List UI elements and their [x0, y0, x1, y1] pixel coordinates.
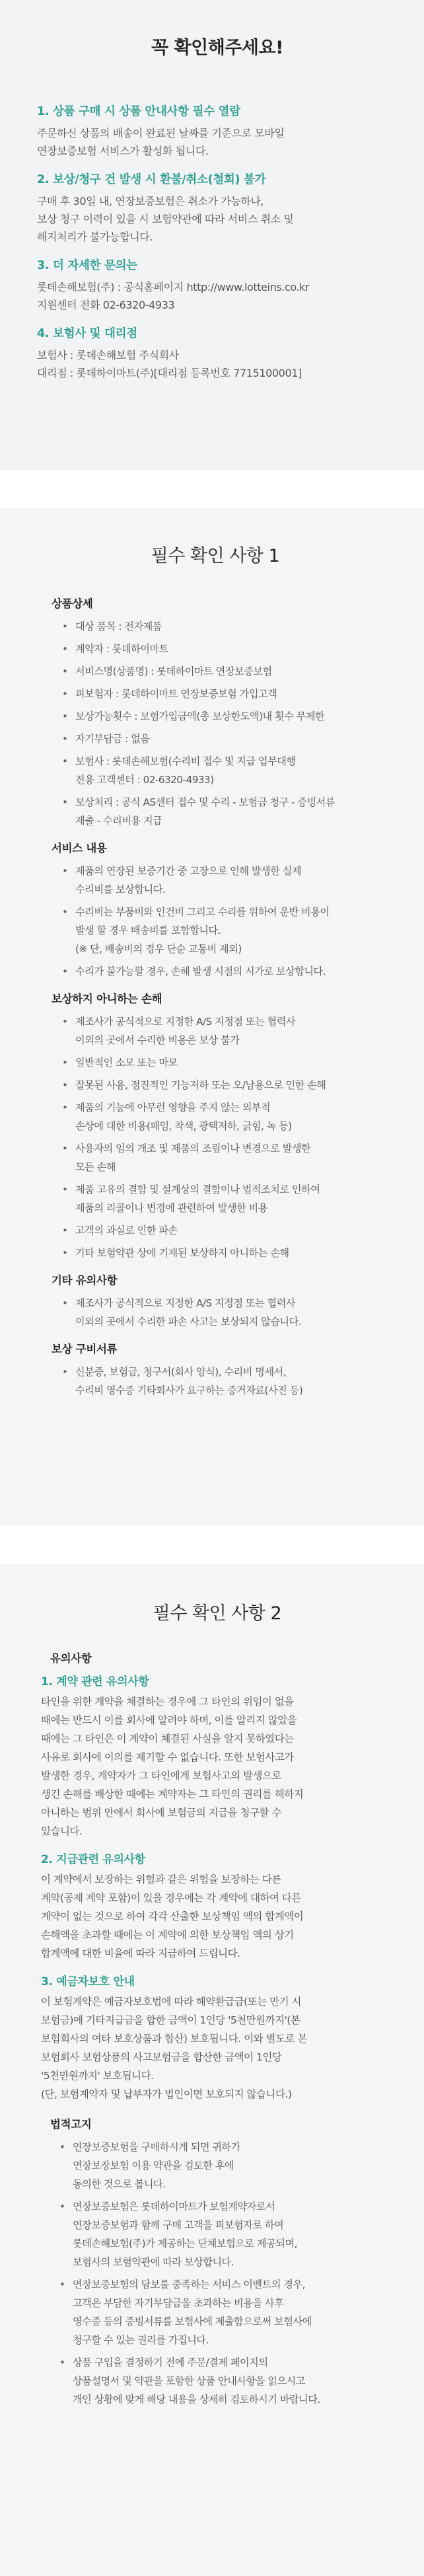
- text-line: 손해액을 초과할 때에는 이 계약에 의한 보상책임 액의 상기: [41, 1929, 294, 1941]
- notice-item-text: [41, 1692, 398, 1840]
- text-line: • 계약자 : 롯데하이마트: [75, 643, 168, 655]
- text-line: 모든 손해: [75, 1161, 116, 1173]
- text-line: • 자기부담금 : 없음: [75, 733, 150, 745]
- bullet-item: [61, 793, 394, 830]
- block-heading: 상품상세: [52, 597, 93, 610]
- text-line: 보험회사의 여타 보호상품과 합산) 보호됩니다. 이와 별도로 본: [41, 2033, 307, 2045]
- text-line: • 제품 고유의 결함 및 설계상의 결함이나 법적조치로 인하여: [75, 1184, 320, 1195]
- check-item-heading: 4. 보험사 및 대리점: [37, 327, 137, 340]
- text-line: • 수리비는 부품비와 인건비 그리고 수리를 위하여 운반 비용이: [75, 906, 330, 918]
- text-line: 고객은 부담한 자기부담금을 초과하는 비용을 사후: [73, 2297, 284, 2309]
- required-1-title: 필수 확인 사항 1: [151, 546, 280, 566]
- text-line: • 일반적인 소모 또는 마모: [75, 1057, 178, 1069]
- required-1-block: [37, 839, 394, 981]
- required-1-block: [37, 1340, 394, 1400]
- block-heading: 보상하지 아니하는 손해: [52, 993, 162, 1005]
- text-line: • 보상가능횟수 : 보험가입금액(총 보상한도액)내 횟수 무제한: [75, 710, 325, 722]
- bullet-item: [61, 617, 394, 636]
- text-line: 보험사 : 롯데손해보험 주식회사: [37, 349, 179, 361]
- text-line: • 연장보증보험의 담보를 중족하는 서비스 이벤트의 경우,: [73, 2279, 305, 2291]
- section-gap: [0, 470, 424, 508]
- required-1-section: [0, 508, 424, 1526]
- legal-item: [58, 2275, 398, 2349]
- check-item-text: [37, 278, 398, 314]
- text-line: 보상 청구 이력이 있을 시 보험약관에 따라 서비스 취소 및: [37, 213, 294, 225]
- text-line: • 신분증, 보험금, 청구서(회사 양식), 수리비 명세서,: [75, 1366, 287, 1378]
- check-section: [0, 0, 424, 470]
- text-line: 지원센터 전화 02-6320-4933: [37, 299, 175, 311]
- text-line: 때에는 반드시 이를 회사에 알려야 하며, 이를 알리지 않았을: [41, 1714, 297, 1726]
- text-line: 롯데손해보험(주) : 공식홈페이지 http://www.lotteins.co.kr: [37, 281, 310, 293]
- bullet-item: [61, 662, 394, 681]
- notice-item-heading: 3. 예금자보호 안내: [41, 1975, 135, 1989]
- text-line: 보험회사 보험상품의 사고보험금을 합산한 금액이 1인당: [41, 2051, 282, 2063]
- check-item-text: [37, 192, 398, 246]
- check-list: [37, 102, 398, 382]
- text-line: 계약이 없는 것으로 하여 각각 산출한 보상책임 액의 합계액이: [41, 1911, 304, 1922]
- text-line: 이 계약에서 보장하는 위험과 같은 위험을 보장하는 다른: [41, 1874, 281, 1885]
- text-line: 타인을 위한 계약을 체결하는 경우에 그 타인의 위임이 없을: [41, 1696, 294, 1708]
- text-line: 발생한 경우, 계약자가 그 타인에게 보험사고의 발생으로: [41, 1770, 281, 1782]
- required-1-list: [37, 595, 394, 1400]
- text-line: 제품의 리콜이나 변경에 관련하여 발생한 비용: [75, 1202, 267, 1214]
- text-line: 해지처리가 불가능합니다.: [37, 231, 153, 243]
- bullet-list: [61, 1363, 394, 1400]
- check-item-heading: 3. 더 자세한 문의는: [37, 259, 137, 272]
- text-line: • 수리가 불가능할 경우, 손해 발생 시점의 시가로 보상합니다.: [75, 966, 326, 977]
- required-1-block: [37, 990, 394, 1262]
- bullet-item: [61, 685, 394, 703]
- text-line: 개인 상황에 맞게 해당 내용을 상세히 검토하시기 바랍니다.: [73, 2394, 320, 2406]
- text-line: 대리점 : 롯데하이마트(주)[대리점 등록번호 7715100001]: [37, 367, 302, 379]
- text-line: 계약(공제 계약 포함)이 있을 경우에는 각 계약에 대하여 다른: [41, 1892, 301, 1904]
- legal-list: [58, 2138, 398, 2409]
- check-item-heading: 2. 보상/청구 건 발생 시 환불/취소(철회) 불가: [37, 173, 266, 186]
- bullet-item: [61, 862, 394, 899]
- text-line: • 사용자의 임의 개조 및 제품의 조립이나 변경으로 발생한: [75, 1143, 311, 1155]
- text-line: 합계액에 대한 비율에 따라 지급하여 드립니다.: [41, 1948, 240, 1959]
- bullet-item: [61, 730, 394, 748]
- text-line: • 제조사가 공식적으로 지정한 A/S 지정점 또는 협력사: [75, 1297, 296, 1309]
- legal-heading: 법적고지: [50, 2118, 92, 2131]
- text-line: 연장보증보험과 함께 구매 고객을 피보험자로 하여: [73, 2219, 284, 2231]
- legal-item: [58, 2138, 398, 2193]
- text-line: 수리비 영수증 기타회사가 요구하는 증거자료(사진 등): [75, 1384, 303, 1396]
- text-line: 동의한 것으로 봅니다.: [73, 2178, 166, 2190]
- text-line: 보험금)에 기타지급금을 합한 금액이 1인당 '5천만원까지'(본: [41, 2014, 300, 2026]
- required-2-section: [0, 1564, 424, 2576]
- text-line: • 대상 품목 : 전자제품: [75, 621, 162, 632]
- bullet-list: [61, 617, 394, 830]
- text-line: 이 보험계약은 예금자보호법에 따라 해약환급금(또는 만기 시: [41, 1996, 301, 2008]
- notice-heading: 유의사항: [50, 1652, 92, 1665]
- required-1-block: [37, 1271, 394, 1331]
- bullet-item: [61, 1294, 394, 1331]
- check-item-heading: 1. 상품 구매 시 상품 안내사항 필수 열람: [37, 105, 240, 118]
- text-line: • 보험사 : 롯데손해보험(수리비 접수 및 지급 업무대행: [75, 755, 296, 767]
- bullet-item: [61, 1076, 394, 1094]
- text-line: 이외의 곳에서 수리한 파손 사고는 보상되지 않습니다.: [75, 1316, 302, 1328]
- block-heading: 보상 구비서류: [52, 1343, 118, 1355]
- text-line: (※ 단, 배송비의 경우 단순 교통비 제외): [75, 943, 242, 955]
- bullet-item: [61, 1180, 394, 1217]
- text-line: • 고객의 과실로 인한 파손: [75, 1225, 178, 1236]
- text-line: • 잘못된 사용, 점진적인 기능저하 또는 오/남용으로 인한 손해: [75, 1079, 326, 1091]
- text-line: • 연장보증보험은 롯데하이마트가 보험계약자로서: [73, 2201, 275, 2213]
- notice-item-text: [41, 1992, 398, 2103]
- text-line: 청구할 수 있는 권리를 가집니다.: [73, 2334, 209, 2346]
- text-line: 손상에 대한 비용(패임, 착색, 광택저하, 긁힘, 녹 등): [75, 1120, 292, 1132]
- legal-item: [58, 2353, 398, 2409]
- bullet-item: [61, 1221, 394, 1240]
- text-line: 전용 고객센터 : 02-6320-4933): [75, 774, 214, 786]
- text-line: 상품설명서 및 약관을 포함한 상품 안내사항을 읽으시고: [73, 2375, 305, 2387]
- required-2-title: 필수 확인 사항 2: [153, 1603, 282, 1624]
- bullet-list: [61, 862, 394, 981]
- text-line: • 기타 보험약관 상에 기재된 보상하지 아니하는 손해: [75, 1247, 289, 1259]
- notice-item-text: [41, 1870, 398, 1963]
- text-line: 수리비를 보상합니다.: [75, 884, 166, 895]
- text-line: '5천만원까지' 보호됩니다.: [41, 2070, 154, 2082]
- text-line: 때에는 그 타인은 이 계약이 체결된 사실을 알지 못하였다는: [41, 1733, 294, 1745]
- block-heading: 서비스 내용: [52, 842, 107, 854]
- text-line: 있습니다.: [41, 1825, 83, 1837]
- bullet-item: [61, 1139, 394, 1176]
- bullet-item: [61, 1244, 394, 1262]
- bullet-item: [61, 903, 394, 958]
- text-line: • 제품의 연장된 보증기간 중 고장으로 인해 발생한 실제: [75, 865, 302, 877]
- text-line: • 보상처리 : 공식 AS센터 접수 및 수리 - 보험금 청구 - 증빙서류: [75, 796, 335, 808]
- text-line: 제출 - 수리비용 지급: [75, 815, 162, 827]
- bullet-item: [61, 1098, 394, 1135]
- bullet-item: [61, 707, 394, 726]
- text-line: 연장보장보험 이용 약관을 검토한 후에: [73, 2160, 234, 2172]
- text-line: 발생 할 경우 배송비를 포함합니다.: [75, 925, 221, 936]
- text-line: • 피보험자 : 롯데하이마트 연장보증보험 가입고객: [75, 688, 277, 700]
- text-line: 보험사의 보험약관에 따라 보상합니다.: [73, 2256, 234, 2268]
- text-line: 구매 후 30일 내, 연장보증보험은 취소가 가능하나,: [37, 195, 264, 208]
- notice-list: [37, 1672, 398, 2103]
- bullet-list: [61, 1012, 394, 1262]
- notice-item-heading: 1. 계약 관련 유의사항: [41, 1675, 149, 1688]
- text-line: 아니하는 범위 안에서 회사에 보험금의 지급을 청구할 수: [41, 1807, 281, 1819]
- text-line: 주문하신 상품의 배송이 완료된 날짜를 기준으로 모바일: [37, 127, 285, 139]
- section-gap: [0, 1526, 424, 1564]
- bullet-item: [61, 1053, 394, 1072]
- text-line: • 제조사가 공식적으로 지정한 A/S 지정점 또는 협력사: [75, 1016, 296, 1028]
- bullet-item: [61, 1363, 394, 1400]
- bullet-item: [61, 1012, 394, 1049]
- notice-item-heading: 2. 지급관련 유의사항: [41, 1853, 145, 1866]
- block-heading: 기타 유의사항: [52, 1274, 118, 1287]
- text-line: • 서비스명(상품명) : 롯데하이마트 연장보증보험: [75, 665, 272, 677]
- text-line: 사유로 회사에 이의를 제기할 수 없습니다. 또한 보험사고가: [41, 1751, 294, 1763]
- legal-item: [58, 2197, 398, 2271]
- text-line: 이외의 곳에서 수리한 비용은 보상 불가: [75, 1034, 240, 1046]
- text-line: • 상품 구입을 결정하기 전에 주문/결제 페이지의: [73, 2357, 268, 2368]
- bullet-item: [61, 640, 394, 658]
- check-item-text: [37, 124, 398, 160]
- text-line: 연장보증보험 서비스가 활성화 됩니다.: [37, 145, 209, 157]
- text-line: • 연장보증보험을 구매하시게 되면 귀하가: [73, 2141, 240, 2153]
- bullet-item: [61, 962, 394, 981]
- text-line: 롯데손해보험(주)가 제공하는 단체보험으로 제공되며,: [73, 2238, 297, 2250]
- text-line: • 제품의 기능에 아무런 영향을 주지 않는 외부적: [75, 1102, 271, 1114]
- text-line: 생긴 손해를 배상한 때에는 계약자는 그 타인의 권리를 해하지: [41, 1788, 304, 1800]
- check-title: 꼭 확인해주세요!: [151, 38, 283, 58]
- text-line: (단, 보험계약자 및 납부자가 법인이면 보호되지 않습니다.): [41, 2088, 292, 2100]
- check-item-text: [37, 346, 398, 382]
- required-1-block: [37, 595, 394, 830]
- bullet-item: [61, 752, 394, 789]
- text-line: 영수증 등의 증빙서류를 보험사에 제출함으로써 보험사에: [73, 2316, 312, 2328]
- bullet-list: [61, 1294, 394, 1331]
